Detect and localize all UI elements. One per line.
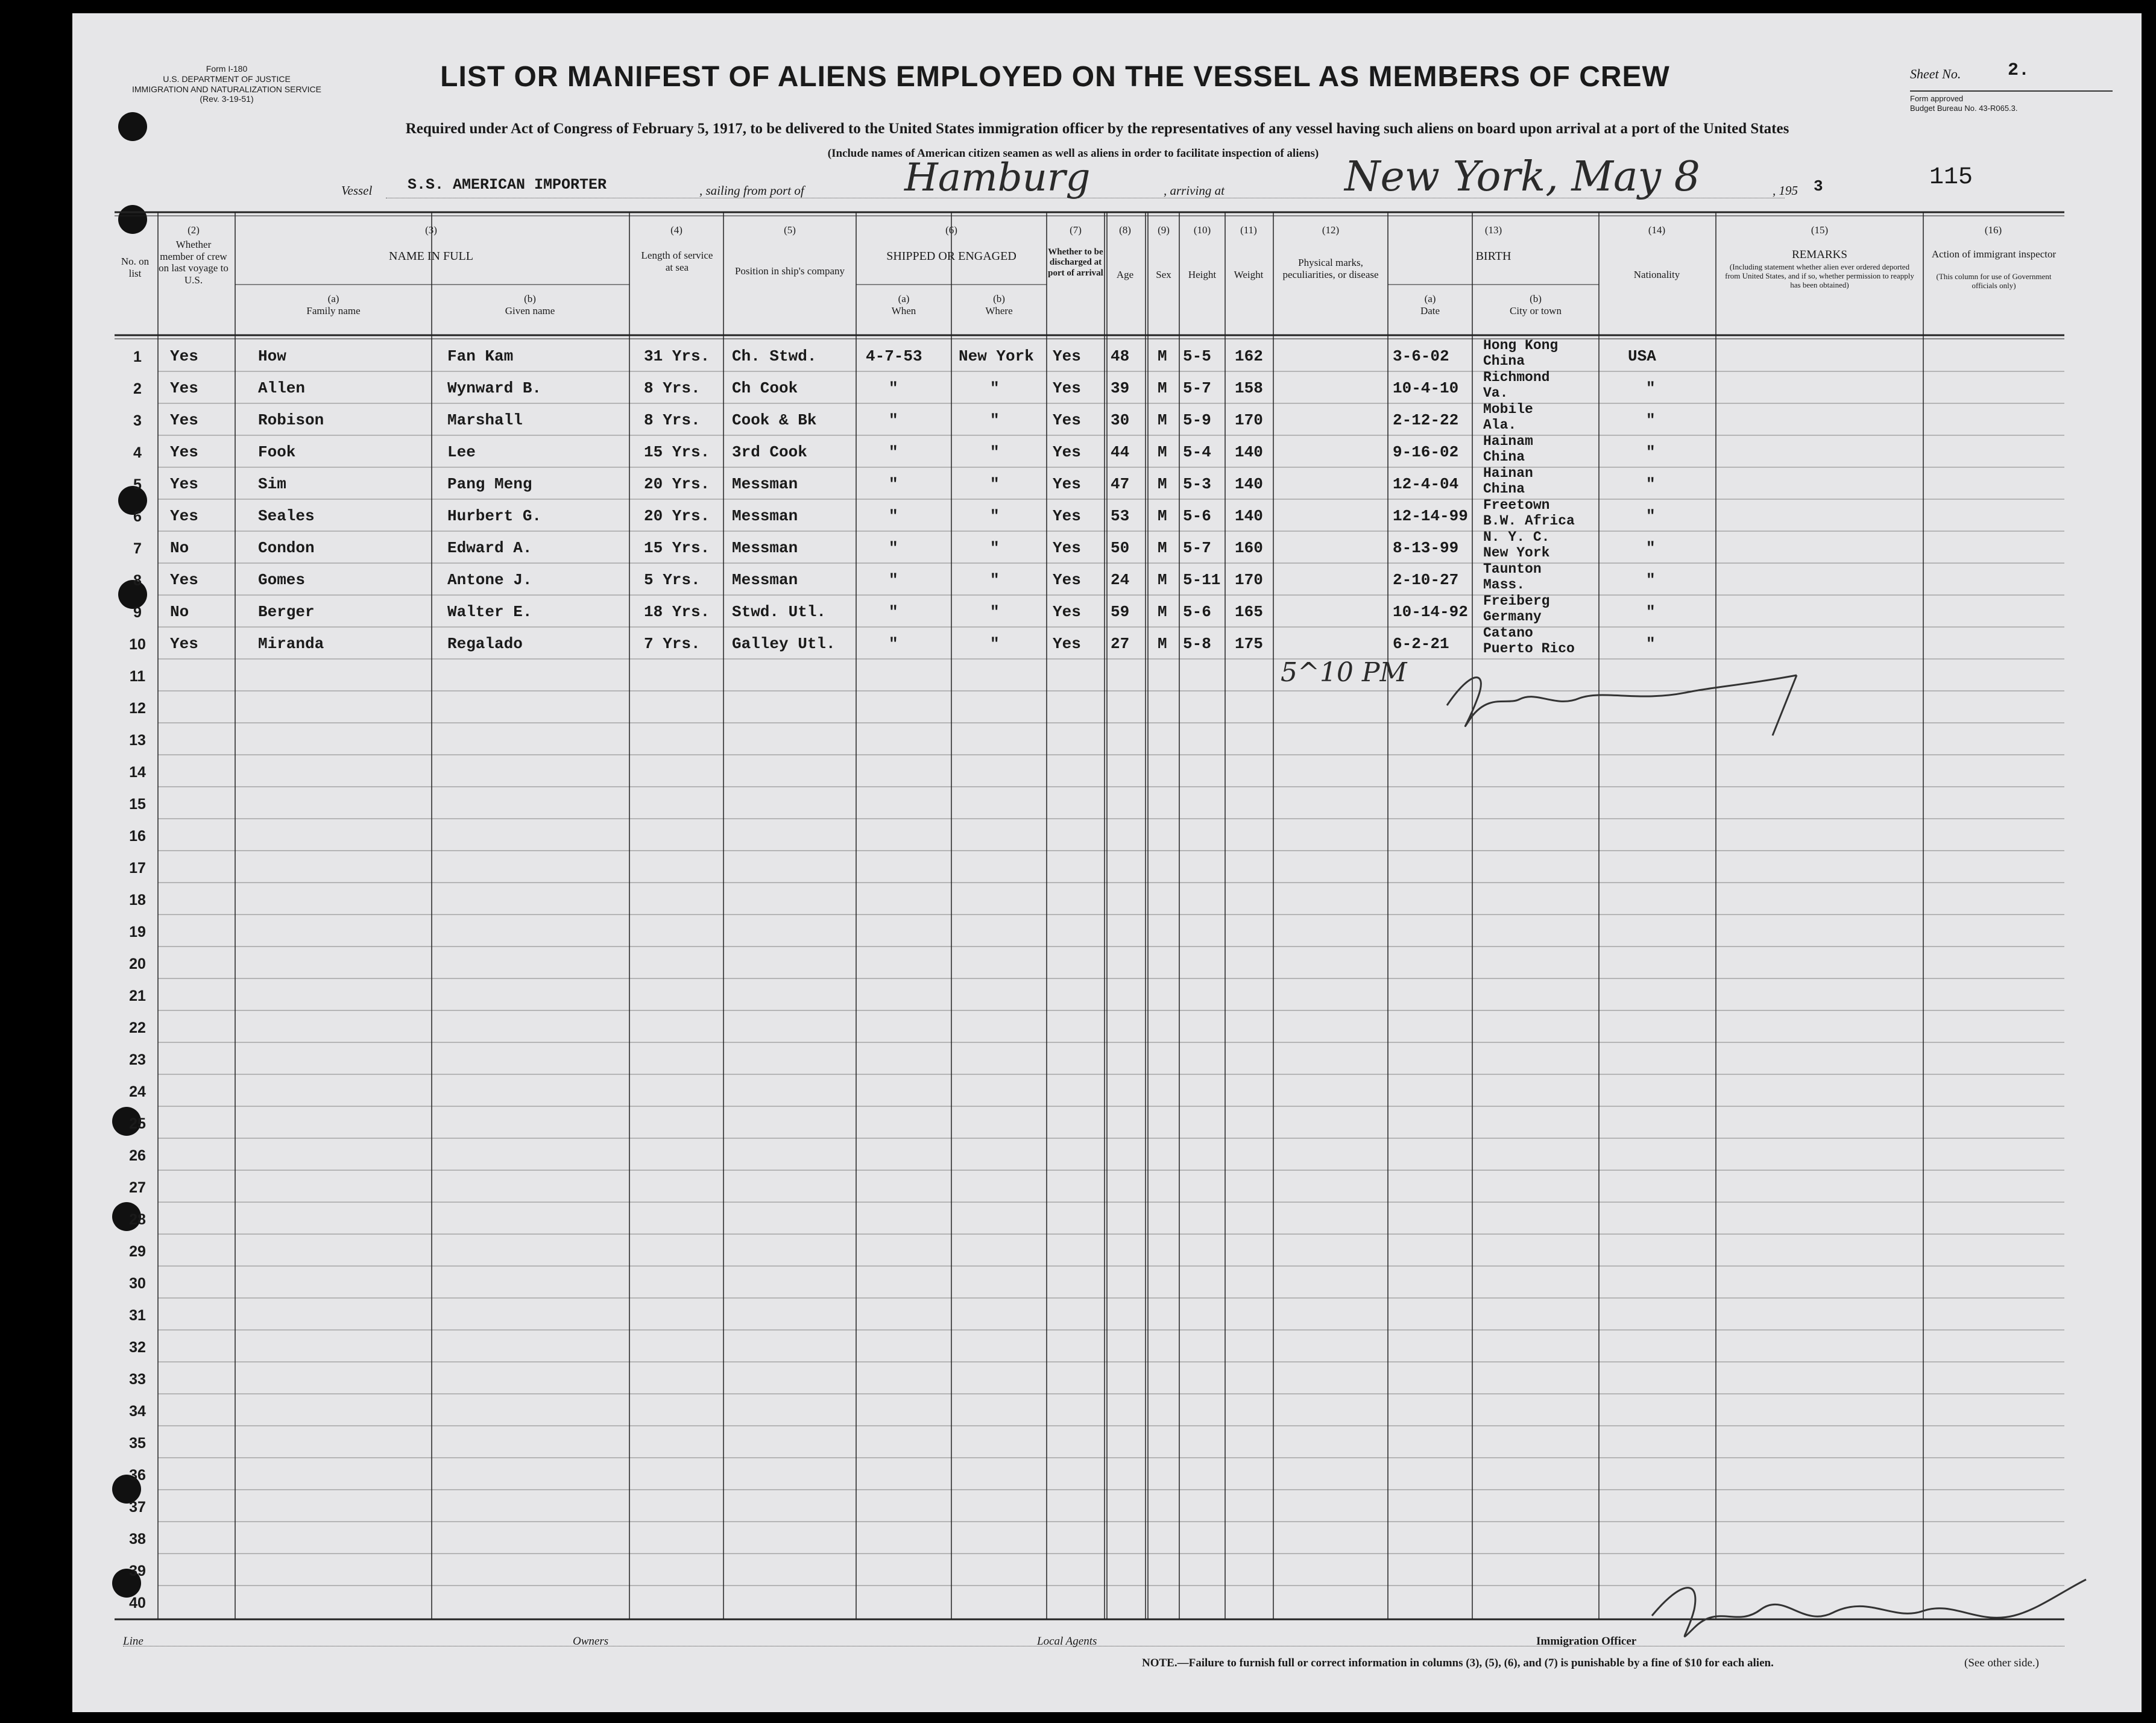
cell-age: 44 [1111,443,1130,461]
cell-family: Condon [258,539,315,557]
header-sex: Sex [1156,269,1171,280]
cell-when: " [889,507,898,525]
stamp-number: 115 [1929,164,1973,191]
cell-nationality: " [1646,507,1656,525]
cell-birth-city: Puerto Rico [1483,641,1575,657]
cell-birth-city: Mobile [1483,402,1533,417]
vessel-label: Vessel [341,183,373,198]
cell-service: 31 Yrs. [644,347,710,365]
line-number: 7 [133,540,142,557]
cell-where: " [990,603,1000,621]
header-c7-num: (7) [1070,224,1082,236]
cell-birth-date: 10-14-92 [1393,603,1468,621]
cell-weight: 170 [1235,411,1263,429]
cell-birth-city: Catano [1483,625,1533,641]
header-family: (a) Family name [306,293,361,317]
cell-given: Regalado [447,635,523,653]
cell-height: 5-6 [1183,507,1211,525]
cell-position: Ch. Stwd. [732,347,817,365]
officer-signature [1640,1555,2098,1658]
cell-weight: 162 [1235,347,1263,365]
line-number: 34 [129,1403,146,1420]
line-number: 21 [129,987,146,1004]
cell-given: Antone J. [447,571,532,589]
cell-service: 20 Yrs. [644,507,710,525]
header-c12-num: (12) [1322,224,1340,236]
cell-crew: Yes [170,635,198,653]
cell-birth-city: Freiberg [1483,593,1550,609]
cell-family: Robison [258,411,324,429]
cell-nationality: " [1646,603,1656,621]
cell-service: 8 Yrs. [644,411,701,429]
cell-nationality: " [1646,475,1656,493]
cell-position: 3rd Cook [732,443,807,461]
line-number: 4 [133,444,142,461]
cell-sex: M [1158,443,1167,461]
header-c4-num: (4) [670,224,682,236]
cell-service: 15 Yrs. [644,539,710,557]
line-number: 20 [129,956,146,972]
cell-birth-date: 6-2-21 [1393,635,1449,653]
header-discharge: Whether to be discharged at port of arrival [1048,247,1103,278]
arriving-port: New York, May 8 [1344,153,1700,201]
line-number: 28 [129,1211,146,1228]
cell-crew: Yes [170,411,198,429]
header-c16-num: (16) [1984,224,2002,236]
cell-birth-city: Taunton [1483,561,1542,577]
cell-discharge: Yes [1053,635,1081,653]
cell-position: Galley Utl. [732,635,836,653]
sheet-label: Sheet No. [1910,66,1961,81]
header-weight: Weight [1234,269,1264,280]
cell-age: 53 [1111,507,1130,525]
cell-birth-date: 3-6-02 [1393,347,1449,365]
cell-height: 5-5 [1183,347,1211,365]
header-c10-num: (10) [1193,224,1211,236]
line-number: 2 [133,380,142,397]
cell-given: Hurbert G. [447,507,542,525]
cell-birth-city: Hainam [1483,433,1533,449]
cell-discharge: Yes [1053,571,1081,589]
cell-family: Miranda [258,635,324,653]
cell-where: " [990,539,1000,557]
line-number: 40 [129,1595,146,1611]
cell-given: Wynward B. [447,379,542,397]
sailing-port: Hamburg [904,156,1091,200]
line-number: 1 [133,348,142,365]
cell-sex: M [1158,539,1167,557]
cell-height: 5-3 [1183,475,1211,493]
cell-position: Ch Cook [732,379,798,397]
footer-agents-label: Local Agents [1037,1635,1097,1648]
cell-age: 39 [1111,379,1130,397]
cell-nationality: " [1646,411,1656,429]
cell-discharge: Yes [1053,411,1081,429]
header-nationality: Nationality [1633,269,1680,280]
sailing-label: , sailing from port of [699,183,804,198]
cell-discharge: Yes [1053,603,1081,621]
cell-when: 4-7-53 [866,347,922,365]
cell-discharge: Yes [1053,379,1081,397]
cell-when: " [889,443,898,461]
cell-service: 7 Yrs. [644,635,701,653]
footer-note: NOTE.—Failure to furnish full or correct information in columns (3), (5), (6), and (7) is punishable by a fine of $10 for each alien. [1142,1657,1774,1669]
line-number: 33 [129,1371,146,1388]
footer-line-label: Line [123,1635,143,1648]
cell-height: 5-7 [1183,539,1211,557]
cell-birth-city: New York [1483,545,1550,561]
cell-birth-date: 9-16-02 [1393,443,1459,461]
line-number: 14 [129,764,146,781]
line-number: 30 [129,1275,146,1292]
cell-family: How [258,347,286,365]
cell-given: Pang Meng [447,475,532,493]
header-no: No. on list [121,256,150,279]
cell-birth-city: Richmond [1483,370,1550,385]
cell-nationality: " [1646,379,1656,397]
header-crew: Whether member of crew on last voyage to U.S. [159,239,229,286]
year-digit: 3 [1814,177,1823,195]
cell-height: 5-4 [1183,443,1211,461]
line-number: 26 [129,1147,146,1164]
line-number: 35 [129,1435,146,1452]
cell-weight: 140 [1235,475,1263,493]
cell-age: 30 [1111,411,1130,429]
cell-where: New York [959,347,1034,365]
header-c3-num: (3) [425,224,437,236]
time-annotation: 5^10 PM [1281,657,1407,688]
cell-crew: Yes [170,443,198,461]
cell-where: " [990,635,1000,653]
cell-age: 59 [1111,603,1130,621]
header-remarks-sub: (Including statement whether alien ever ordered deported from United States, and if so, whether permission to reapply has been obtained) [1725,262,1914,289]
cell-height: 5-6 [1183,603,1211,621]
cell-height: 5-7 [1183,379,1211,397]
cell-sex: M [1158,635,1167,653]
cell-nationality: " [1646,635,1656,653]
cell-birth-city: Hainan [1483,465,1533,481]
cell-birth-date: 12-4-04 [1393,475,1459,493]
cell-where: " [990,443,1000,461]
line-number: 18 [129,892,146,909]
cell-birth-city: Ala. [1483,417,1517,433]
header-c2-num: (2) [188,224,200,236]
cell-weight: 140 [1235,443,1263,461]
cell-given: Marshall [447,411,523,429]
cell-weight: 160 [1235,539,1263,557]
header-shipped: SHIPPED OR ENGAGED [886,250,1017,263]
cell-where: " [990,379,1000,397]
signature-mark [1435,627,1821,760]
header-birth-date: (a) Date [1420,293,1440,317]
line-number: 39 [129,1563,146,1580]
line-number: 19 [129,924,146,940]
cell-given: Lee [447,443,476,461]
cell-when: " [889,571,898,589]
cell-height: 5-11 [1183,571,1221,589]
footer-see-other: (See other side.) [1964,1657,2039,1669]
cell-weight: 158 [1235,379,1263,397]
cell-position: Messman [732,507,798,525]
cell-crew: No [170,539,189,557]
cell-position: Messman [732,571,798,589]
cell-given: Walter E. [447,603,532,621]
line-number: 11 [129,668,146,685]
cell-nationality: " [1646,443,1656,461]
line-number: 5 [133,476,142,493]
cell-sex: M [1158,475,1167,493]
header-c8-num: (8) [1119,224,1131,236]
cell-family: Fook [258,443,296,461]
cell-discharge: Yes [1053,443,1081,461]
cell-discharge: Yes [1053,507,1081,525]
cell-nationality: " [1646,539,1656,557]
footer-owners-label: Owners [573,1635,609,1648]
cell-birth-date: 2-12-22 [1393,411,1459,429]
cell-position: Stwd. Utl. [732,603,827,621]
header-c5-num: (5) [784,224,796,236]
header-c15-num: (15) [1811,224,1829,236]
cell-when: " [889,603,898,621]
line-number: 8 [133,572,142,589]
cell-when: " [889,539,898,557]
line-number: 37 [129,1499,146,1516]
header-c14-num: (14) [1648,224,1666,236]
cell-family: Gomes [258,571,306,589]
cell-nationality: USA [1628,347,1656,365]
cell-birth-city: Germany [1483,609,1542,625]
cell-sex: M [1158,411,1167,429]
header-c11-num: (11) [1240,224,1257,236]
header-action: Action of immigrant inspector [1931,248,2057,260]
cell-when: " [889,411,898,429]
line-number: 6 [133,508,142,525]
vessel-name: S.S. AMERICAN IMPORTER [408,176,607,194]
line-number: 13 [129,732,146,749]
header-when: (a) When [891,293,916,317]
cell-birth-city: Hong Kong [1483,338,1559,353]
header-action-sub: (This column for use of Government officials only) [1936,272,2052,290]
cell-position: Messman [732,475,798,493]
line-number: 15 [129,796,146,813]
cell-birth-city: B.W. Africa [1483,513,1575,529]
line-number: 25 [129,1115,146,1132]
line-number: 3 [133,412,142,429]
header-position: Position in ship's company [734,265,845,277]
cell-discharge: Yes [1053,475,1081,493]
cell-where: " [990,411,1000,429]
cell-age: 47 [1111,475,1130,493]
cell-position: Cook & Bk [732,411,817,429]
header-age: Age [1116,269,1134,280]
subtitle-note: (Include names of American citizen seamen as well as aliens in order to facilitate inspection of aliens) [827,147,1319,160]
cell-birth-city: China [1483,353,1525,369]
cell-weight: 140 [1235,507,1263,525]
cell-when: " [889,635,898,653]
header-c6-num: (6) [945,224,957,236]
cell-when: " [889,475,898,493]
line-number: 23 [129,1051,146,1068]
cell-where: " [990,507,1000,525]
cell-age: 27 [1111,635,1130,653]
year-label: , 195 [1773,183,1798,198]
header-name: NAME IN FULL [389,250,473,263]
cell-service: 15 Yrs. [644,443,710,461]
cell-family: Berger [258,603,315,621]
header-given: (b) Given name [505,293,555,317]
cell-birth-date: 2-10-27 [1393,571,1459,589]
cell-where: " [990,571,1000,589]
cell-where: " [990,475,1000,493]
cell-when: " [889,379,898,397]
header-marks: Physical marks, peculiarities, or disease [1282,257,1379,280]
cell-age: 24 [1111,571,1130,589]
cell-family: Allen [258,379,306,397]
line-number: 12 [129,700,146,717]
page-title: LIST OR MANIFEST OF ALIENS EMPLOYED ON THE VESSEL AS MEMBERS OF CREW [440,61,1670,93]
cell-weight: 165 [1235,603,1263,621]
line-number: 38 [129,1531,146,1548]
cell-birth-city: Freetown [1483,497,1550,513]
service: IMMIGRATION AND NATURALIZATION SERVICE [132,84,321,94]
header-c13-num: (13) [1484,224,1502,236]
cell-given: Fan Kam [447,347,514,365]
department: U.S. DEPARTMENT OF JUSTICE [163,74,291,84]
cell-family: Seales [258,507,315,525]
cell-birth-city: Va. [1483,385,1508,401]
cell-birth-date: 10-4-10 [1393,379,1459,397]
line-number: 32 [129,1339,146,1356]
footer-officer-label: Immigration Officer [1536,1635,1637,1648]
header-height: Height [1188,269,1217,280]
cell-weight: 170 [1235,571,1263,589]
cell-nationality: " [1646,571,1656,589]
cell-crew: Yes [170,475,198,493]
cell-family: Sim [258,475,286,493]
cell-age: 48 [1111,347,1130,365]
header-service: Length of service at sea [641,250,713,273]
cell-service: 18 Yrs. [644,603,710,621]
line-number: 10 [129,636,146,653]
cell-birth-city: N. Y. C. [1483,529,1550,545]
cell-service: 8 Yrs. [644,379,701,397]
subtitle: Required under Act of Congress of February 5, 1917, to be delivered to the United States immigration officer by the representatives of any vessel having such aliens on board upon arrival at a port of the United States [405,121,1789,137]
form-number: Form I-180 [206,64,248,74]
line-number: 24 [129,1083,146,1100]
cell-sex: M [1158,347,1167,365]
line-number: 17 [129,860,146,877]
cell-crew: Yes [170,571,198,589]
cell-sex: M [1158,571,1167,589]
arriving-label: , arriving at [1164,183,1225,198]
cell-discharge: Yes [1053,347,1081,365]
cell-sex: M [1158,507,1167,525]
cell-sex: M [1158,603,1167,621]
line-number: 22 [129,1019,146,1036]
header-birth: BIRTH [1475,250,1511,263]
cell-position: Messman [732,539,798,557]
cell-height: 5-9 [1183,411,1211,429]
header-remarks: REMARKS [1792,248,1847,261]
header-c9-num: (9) [1158,224,1170,236]
form-approved: Form approved [1910,94,1964,103]
line-number: 9 [133,604,142,621]
cell-crew: Yes [170,507,198,525]
header-where: (b) Where [985,293,1013,317]
cell-crew: Yes [170,347,198,365]
budget-bureau: Budget Bureau No. 43-R065.3. [1910,103,2018,113]
header-birth-city: (b) City or town [1510,293,1562,317]
cell-given: Edward A. [447,539,532,557]
sheet-number: 2. [2008,60,2030,81]
line-number: 29 [129,1243,146,1260]
cell-birth-city: Mass. [1483,577,1525,593]
cell-crew: No [170,603,189,621]
line-number: 31 [129,1307,146,1324]
revision: (Rev. 3-19-51) [200,94,254,104]
line-number: 36 [129,1467,146,1484]
cell-birth-date: 8-13-99 [1393,539,1459,557]
cell-sex: M [1158,379,1167,397]
cell-age: 50 [1111,539,1130,557]
cell-weight: 175 [1235,635,1263,653]
cell-birth-city: China [1483,449,1525,465]
cell-discharge: Yes [1053,539,1081,557]
cell-birth-date: 12-14-99 [1393,507,1468,525]
line-number: 27 [129,1179,146,1196]
cell-height: 5-8 [1183,635,1211,653]
cell-service: 20 Yrs. [644,475,710,493]
cell-crew: Yes [170,379,198,397]
cell-service: 5 Yrs. [644,571,701,589]
cell-birth-city: China [1483,481,1525,497]
line-number: 16 [129,828,146,845]
